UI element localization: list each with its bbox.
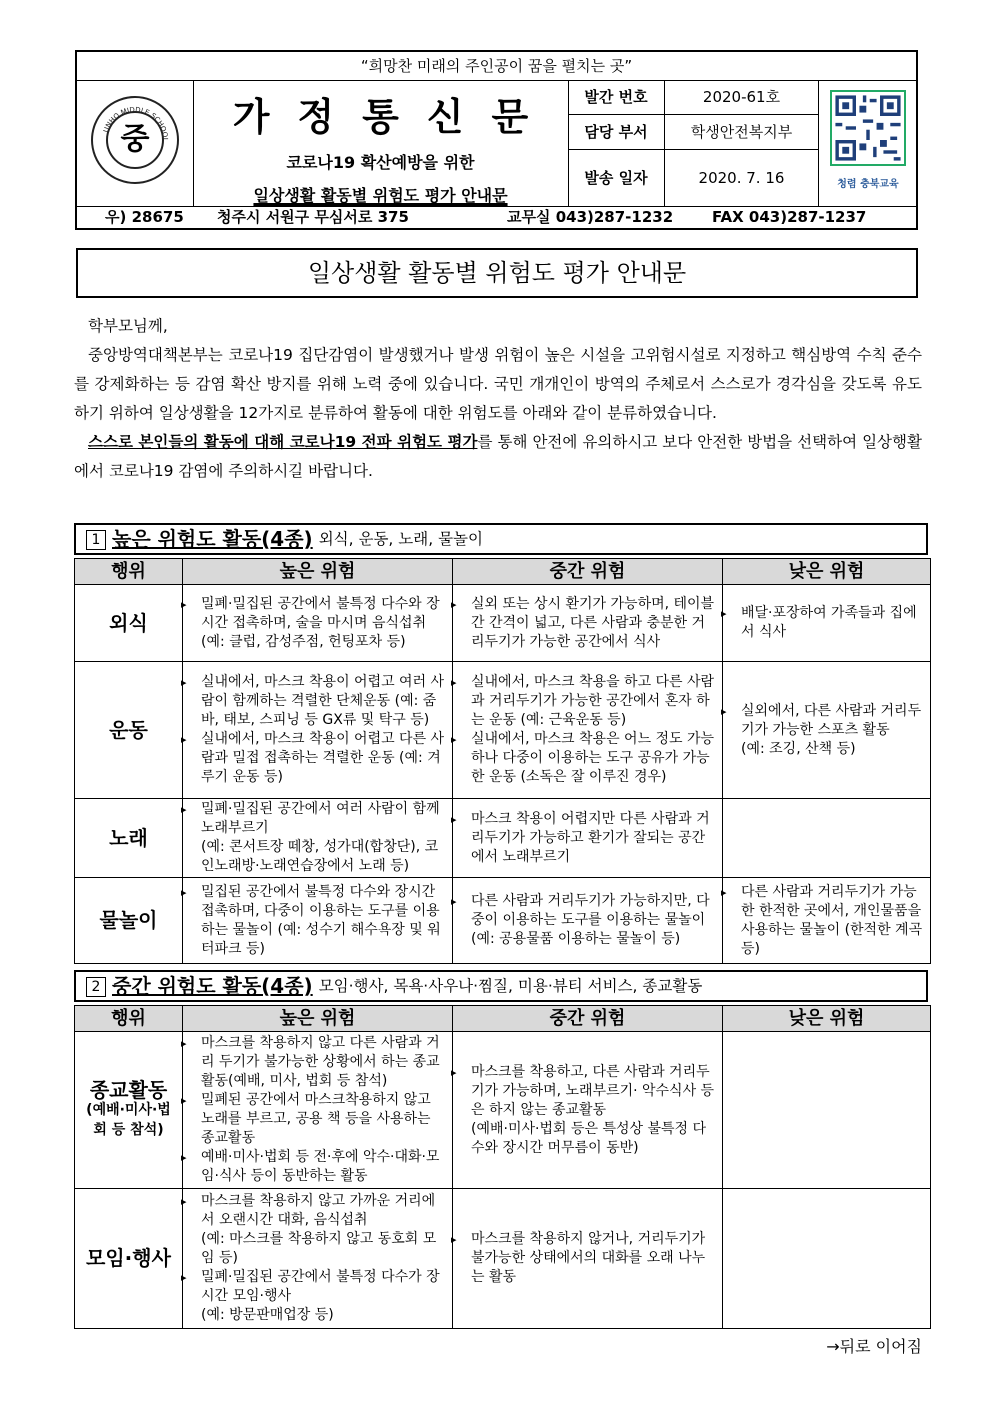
list-item: ▸ 실외 또는 상시 환기가 가능하며, 테이블 간 간격이 넓고, 다른 사람과 충분한 거리두기가 가능한 공간에서 식사 bbox=[459, 595, 716, 652]
low-risk-cell bbox=[723, 1032, 931, 1189]
list-item: ▸ 실내에서, 마스크 착용이 어렵고 여러 사람이 함께하는 격렬한 단체운동 (예: 줌바, 태보, 스피닝 등 GX류 및 탁구 등) bbox=[189, 673, 446, 730]
emphasis-text: 스스로 본인들의 활동에 대해 코로나19 전파 위험도 평가 bbox=[88, 433, 478, 451]
col-mid: 중간 위험 bbox=[453, 559, 723, 585]
continued-note: →뒤로 이어짐 bbox=[826, 1337, 922, 1356]
section-heading: 높은 위험도 활동(4종) bbox=[112, 527, 313, 551]
list-item: ▸ 실외에서, 다른 사람과 거리두기가 가능한 스포츠 활동 bbox=[729, 702, 924, 740]
newsletter-header bbox=[75, 50, 918, 230]
list-note: (예: 콘서트장 떼창, 성가대(합창단), 코인노래방·노래연습장에서 노래 등) bbox=[201, 839, 439, 874]
issue-meta bbox=[568, 80, 818, 206]
zip-code: 우) 28675 bbox=[105, 208, 184, 226]
high-risk-cell bbox=[183, 1032, 453, 1189]
list-note: (예: 조깅, 산책 등) bbox=[741, 740, 856, 757]
qr-code-icon[interactable] bbox=[830, 90, 906, 166]
section-heading: 중간 위험도 활동(4종) bbox=[112, 974, 313, 998]
paragraph-2 bbox=[74, 428, 922, 486]
high-risk-cell bbox=[183, 878, 453, 964]
mid-risk-cell bbox=[453, 662, 723, 799]
activity-cell: 노래 bbox=[75, 799, 183, 878]
meta-key: 발송 일자 bbox=[568, 150, 665, 206]
office-phone: 교무실 043)287-1232 bbox=[507, 208, 674, 226]
col-low: 낮은 위험 bbox=[723, 559, 931, 585]
newsletter-title: 가정통신문 bbox=[232, 94, 557, 139]
low-risk-cell bbox=[723, 585, 931, 662]
logo-ring-text: UNHO MIDDLE SCHOOL bbox=[102, 105, 170, 142]
qr-cell bbox=[818, 80, 917, 206]
list-item: ▸ 밀폐·밀집된 공간에서 여러 사람이 함께 노래부르기 bbox=[189, 800, 446, 838]
section-number: 2 bbox=[86, 977, 106, 997]
table-row bbox=[75, 585, 931, 662]
meta-key: 담당 부서 bbox=[568, 115, 665, 149]
meta-key: 발간 번호 bbox=[568, 80, 665, 114]
table-header-row bbox=[75, 559, 931, 585]
col-low: 낮은 위험 bbox=[723, 1006, 931, 1032]
school-address-bar bbox=[77, 206, 916, 228]
list-item: ▸ 실내에서, 마스크 착용은 어느 정도 가능하나 다중이 이용하는 도구 공유가 가능한 운동 (소독은 잘 이루진 경우) bbox=[459, 730, 716, 787]
low-risk-cell bbox=[723, 878, 931, 964]
table-header-row bbox=[75, 1006, 931, 1032]
list-note: (예배·미사·법회 등은 특성상 불특정 다수와 장시간 머무름이 동반) bbox=[471, 1120, 707, 1156]
mid-risk-cell bbox=[453, 799, 723, 878]
high-risk-table bbox=[74, 558, 931, 964]
activity-sub: (예배·미사·법회 등 참석) bbox=[86, 1101, 171, 1138]
meta-value: 학생안전복지부 bbox=[690, 123, 793, 141]
meta-row-department bbox=[568, 115, 818, 150]
mid-risk-cell bbox=[453, 1032, 723, 1189]
list-item: ▸ 실내에서, 마스크 착용을 하고 다른 사람과 거리두기가 가능한 공간에서 혼자 하는 운동 (예: 근육운동 등) bbox=[459, 673, 716, 730]
meta-row-issue-no bbox=[568, 80, 818, 115]
list-item: ▸ 마스크를 착용하고, 다른 사람과 거리두기가 가능하며, 노래부르기· 악수식사 등은 하지 않는 종교활동 bbox=[459, 1063, 716, 1120]
low-risk-cell bbox=[723, 1189, 931, 1329]
title-cell bbox=[193, 80, 569, 206]
subtitle-line-2: 일상생활 활동별 위험도 평가 안내문 bbox=[253, 186, 508, 205]
high-risk-cell bbox=[183, 799, 453, 878]
list-item: ▸ 밀집된 공간에서 불특정 다수와 장시간 접촉하며, 다중이 이용하는 도구를 이용하는 물놀이 (예: 성수기 해수욕장 및 워터파크 등) bbox=[189, 883, 446, 959]
section-2-header bbox=[74, 970, 928, 1002]
table-row bbox=[75, 1032, 931, 1189]
list-item: ▸ 배달·포장하여 가족들과 집에서 식사 bbox=[729, 604, 924, 642]
activity-cell: 외식 bbox=[75, 585, 183, 662]
high-risk-cell bbox=[183, 1189, 453, 1329]
list-item: ▸ 마스크를 착용하지 않고 가까운 거리에서 오랜시간 대화, 음식섭취 bbox=[189, 1192, 446, 1230]
table-row bbox=[75, 878, 931, 964]
street-address: 청주시 서원구 무심서로 375 bbox=[217, 208, 409, 226]
meta-value: 2020. 7. 16 bbox=[698, 169, 785, 187]
mid-risk-cell bbox=[453, 585, 723, 662]
list-item: ▸ 마스크를 착용하지 않고 다른 사람과 거리 두기가 불가능한 상황에서 하는 종교활동(예배, 미사, 법회 등 참석) bbox=[189, 1034, 446, 1091]
table-row bbox=[75, 1189, 931, 1329]
fax-number: FAX 043)287-1237 bbox=[712, 208, 867, 226]
subtitle-line-1: 코로나19 확산예방을 위한 bbox=[286, 153, 475, 172]
section-activity-list: 외식, 운동, 노래, 물놀이 bbox=[318, 530, 484, 548]
list-item: ▸ 실내에서, 마스크 착용이 어렵고 다른 사람과 밀접 접촉하는 격렬한 운동 (예: 겨루기 운동 등) bbox=[189, 730, 446, 787]
col-activity: 행위 bbox=[75, 1006, 183, 1032]
list-note: (예: 마스크를 착용하지 않고 동호회 모임 등) bbox=[201, 1231, 437, 1266]
list-item: ▸ 밀폐·밀집된 공간에서 불특정 다수가 장시간 모임·행사 bbox=[189, 1268, 446, 1306]
activity-cell: 운동 bbox=[75, 662, 183, 799]
list-note: (예: 방문판매업장 등) bbox=[201, 1307, 334, 1323]
greeting: 학부모님께, bbox=[88, 317, 168, 335]
low-risk-cell bbox=[723, 799, 931, 878]
list-item: ▸ 밀폐·밀집된 공간에서 불특정 다수와 장시간 접촉하며, 술을 마시며 음식섭취 (예: 클럽, 감성주점, 헌팅포차 등) bbox=[189, 595, 446, 652]
letter-body bbox=[74, 312, 922, 486]
list-item: ▸ 예배·미사·법회 등 전·후에 악수·대화·모임·식사 등이 동반하는 활동 bbox=[189, 1148, 446, 1186]
mid-risk-cell bbox=[453, 1189, 723, 1329]
document-title: 일상생활 활동별 위험도 평가 안내문 bbox=[76, 248, 918, 298]
paragraph-1: 중앙방역대책본부는 코로나19 집단감염이 발생했거나 발생 위험이 높은 시설을 고위험시설로 지정하고 핵심방역 수칙 준수를 강제화하는 등 감염 확산 방지를 위해 노력 중에 있습니다. 국민 개개인이 방역의 주체로서 스스로가 경각심을 갖도록 유도하기 위하여 일상생활을 12가지로 분류하여 활동에 대한 위험도를 아래와 같이 분류하였습니다. bbox=[74, 346, 922, 422]
activity-cell: 모임·행사 bbox=[75, 1189, 183, 1329]
mid-risk-table bbox=[74, 1005, 931, 1329]
list-item: ▸ 다른 사람과 거리두기가 가능한 한적한 곳에서, 개인물품을 사용하는 물놀이 (한적한 계곡 등) bbox=[729, 883, 924, 959]
high-risk-cell bbox=[183, 585, 453, 662]
low-risk-cell bbox=[723, 662, 931, 799]
list-item: ▸ 다른 사람과 거리두기가 가능하지만, 다중이 이용하는 도구를 이용하는 물놀이 (예: 공용물품 이용하는 물놀이 등) bbox=[459, 892, 716, 949]
table-row bbox=[75, 799, 931, 878]
list-item: ▸ 마스크 착용이 어렵지만 다른 사람과 거리두기가 가능하고 환기가 잘되는 공간에서 노래부르기 bbox=[459, 810, 716, 867]
col-high: 높은 위험 bbox=[183, 559, 453, 585]
qr-caption: 청렴 충북교육 bbox=[837, 179, 899, 190]
col-activity: 행위 bbox=[75, 559, 183, 585]
paragraph-2-rest: 를 통해 안전에 유의하시고 보다 안전한 방법을 선택하여 일상행활에서 코로나19 감염에 주의하시길 바랍니다. bbox=[74, 433, 922, 480]
table-row bbox=[75, 662, 931, 799]
activity-cell bbox=[75, 1032, 183, 1189]
header-main-row bbox=[77, 80, 916, 207]
section-activity-list: 모임·행사, 목욕·사우나·찜질, 미용·뷰티 서비스, 종교활동 bbox=[318, 977, 703, 995]
activity-cell: 물놀이 bbox=[75, 878, 183, 964]
logo-emblem: 중 bbox=[106, 111, 164, 169]
mid-risk-cell bbox=[453, 878, 723, 964]
meta-value: 2020-61호 bbox=[702, 88, 781, 106]
list-item: ▸ 마스크를 착용하지 않거나, 거리두기가 불가능한 상태에서의 대화를 오래 나누는 활동 bbox=[459, 1230, 716, 1287]
school-motto: “희망찬 미래의 주인공이 꿈을 펼치는 곳” bbox=[77, 52, 916, 81]
school-logo bbox=[91, 96, 179, 184]
meta-row-date bbox=[568, 150, 818, 206]
col-high: 높은 위험 bbox=[183, 1006, 453, 1032]
col-mid: 중간 위험 bbox=[453, 1006, 723, 1032]
section-1-header bbox=[74, 523, 928, 555]
section-number: 1 bbox=[86, 530, 106, 550]
list-item: ▸ 밀폐된 공간에서 마스크착용하지 않고 노래를 부르고, 공용 책 등을 사용하는 종교활동 bbox=[189, 1091, 446, 1148]
activity-name: 종교활동 bbox=[89, 1077, 168, 1102]
logo-cell bbox=[77, 80, 194, 206]
high-risk-cell bbox=[183, 662, 453, 799]
